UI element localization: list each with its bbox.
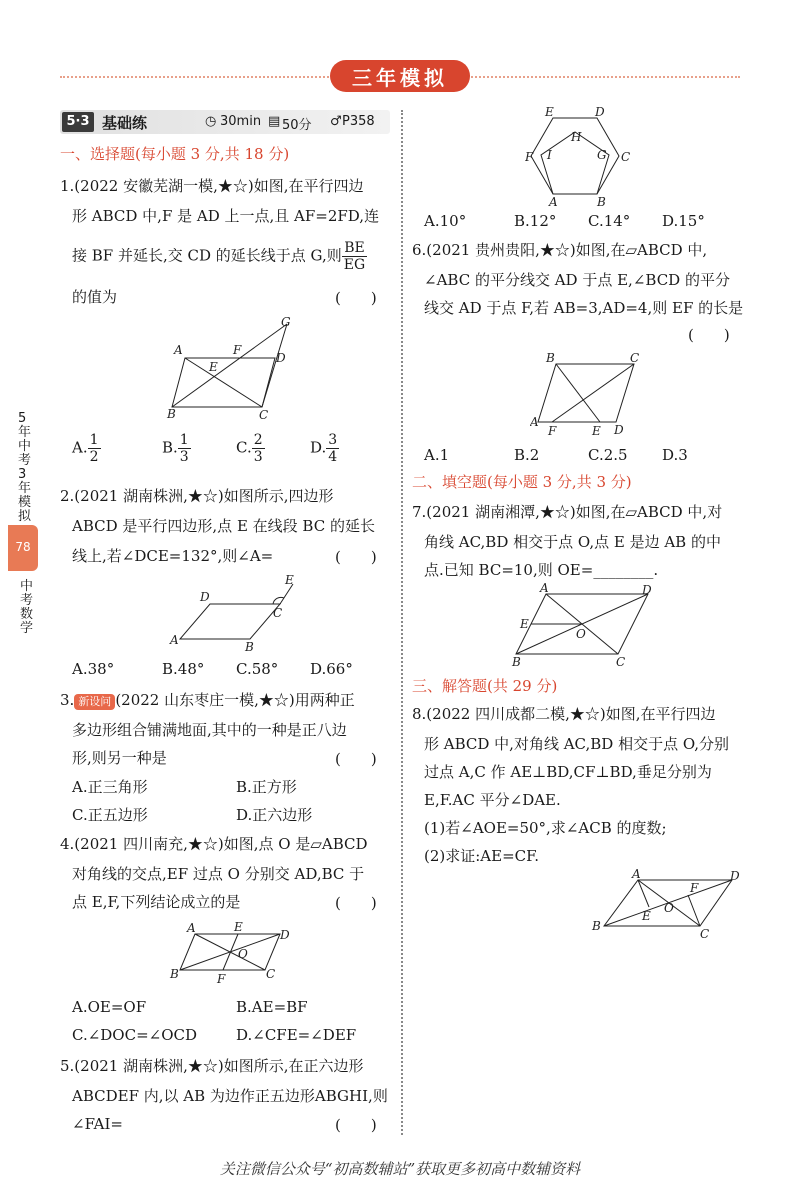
q3-option-d[interactable]: D.正六边形 bbox=[236, 806, 313, 824]
q3-number: 3. bbox=[60, 691, 75, 709]
q5-option-d[interactable]: D.15° bbox=[662, 212, 705, 230]
q6-line3: 线交 AD 于点 F,若 AB=3,AD=4,则 EF 的长是 bbox=[424, 299, 744, 317]
q2-label-B: B bbox=[245, 640, 254, 652]
q1-opt-d-den: 4 bbox=[328, 449, 338, 465]
q2-option-a[interactable]: A.38° bbox=[72, 660, 115, 678]
q5-option-b[interactable]: B.12° bbox=[514, 212, 557, 230]
q3-option-c[interactable]: C.正五边形 bbox=[72, 806, 148, 824]
q1-opt-b-label: B. bbox=[162, 438, 178, 457]
page-number: 78 bbox=[15, 540, 31, 554]
q4-option-c[interactable]: C.∠DOC=∠OCD bbox=[72, 1026, 198, 1044]
q5-label-D: D bbox=[595, 105, 605, 119]
q8-label-O: O bbox=[664, 901, 674, 915]
q4-label-D: D bbox=[280, 928, 290, 942]
q1-opt-a-den: 2 bbox=[89, 449, 99, 465]
q6-answer-paren: ( ) bbox=[688, 326, 730, 344]
q5-label-I: I bbox=[547, 148, 552, 162]
section-name: 基础练 bbox=[102, 114, 148, 132]
part3-heading: 三、解答题(共 29 分) bbox=[412, 677, 558, 695]
q5-label-H: H bbox=[571, 130, 582, 144]
q4-line3: 点 E,F,下列结论成立的是 bbox=[72, 893, 241, 911]
q1-opt-c-num: 2 bbox=[253, 432, 263, 448]
column-divider bbox=[401, 110, 403, 1135]
q6-label-D: D bbox=[614, 423, 624, 437]
q8-label-E: E bbox=[642, 909, 651, 923]
q2-label-D: D bbox=[200, 590, 210, 604]
q5-figure bbox=[525, 104, 635, 208]
q1-opt-d-label: D. bbox=[310, 438, 327, 457]
q1-opt-c-den: 3 bbox=[253, 449, 263, 465]
q6-label-A: A bbox=[530, 415, 539, 429]
q6-label-B: B bbox=[546, 351, 555, 365]
q1-option-a[interactable] bbox=[72, 432, 101, 465]
q4-answer-paren: ( ) bbox=[335, 894, 377, 912]
footer-note: 关注微信公众号“初高数辅站”获取更多初高中数辅资料 bbox=[219, 1160, 581, 1178]
q6-label-C: C bbox=[630, 351, 640, 365]
q2-line2: ABCD 是平行四边形,点 E 在线段 BC 的延长 bbox=[72, 517, 375, 535]
q1-opt-a-frac bbox=[88, 432, 101, 465]
section-time: 30min bbox=[220, 114, 262, 129]
q6-option-a[interactable]: A.1 bbox=[424, 446, 450, 464]
q5-label-B: B bbox=[597, 195, 606, 208]
q1-label-C: C bbox=[259, 408, 269, 422]
q4-label-C: C bbox=[266, 967, 276, 981]
q6-label-E: E bbox=[592, 424, 601, 438]
q8-label-D: D bbox=[730, 869, 740, 883]
q6-line1: 6.(2021 贵州贵阳,★☆)如图,在▱ABCD 中, bbox=[412, 241, 708, 259]
q1-label-G: G bbox=[281, 315, 291, 329]
q1-opt-b-den: 3 bbox=[179, 449, 189, 465]
q7-label-E: E bbox=[520, 617, 529, 631]
q8-label-C: C bbox=[700, 927, 710, 941]
q1-opt-c-frac bbox=[252, 432, 265, 465]
q2-label-A: A bbox=[170, 633, 179, 647]
q5-label-E: E bbox=[545, 105, 554, 119]
q3-line2: 多边形组合铺满地面,其中的一种是正八边 bbox=[72, 721, 347, 739]
q3-answer-paren: ( ) bbox=[335, 750, 377, 768]
q6-option-d[interactable]: D.3 bbox=[662, 446, 688, 464]
q7-line1: 7.(2021 湖南湘潭,★☆)如图,在▱ABCD 中,对 bbox=[412, 503, 723, 521]
q7-line3 bbox=[424, 556, 658, 584]
part2-heading: 二、填空题(每小题 3 分,共 3 分) bbox=[412, 473, 632, 491]
q7-label-C: C bbox=[616, 655, 626, 669]
clock-icon: ◷ bbox=[205, 114, 217, 129]
section-score: 50分 bbox=[282, 118, 312, 133]
q2-label-C: C bbox=[273, 606, 283, 620]
q1-line3 bbox=[72, 240, 367, 273]
q7-label-B: B bbox=[512, 655, 521, 669]
q5-label-A: A bbox=[549, 195, 558, 208]
q1-opt-a-label: A. bbox=[72, 438, 88, 457]
q1-option-b[interactable] bbox=[162, 432, 191, 465]
q8-label-B: B bbox=[592, 919, 601, 933]
q4-label-O: O bbox=[238, 947, 248, 961]
q7-label-D: D bbox=[642, 583, 652, 597]
q7-answer-blank[interactable]: ________. bbox=[593, 561, 659, 579]
q7-label-O: O bbox=[576, 627, 586, 641]
q1-option-d[interactable] bbox=[310, 432, 339, 465]
q5-option-c[interactable]: C.14° bbox=[588, 212, 631, 230]
q4-option-a[interactable]: A.OE=OF bbox=[72, 998, 147, 1016]
side-book-title: 5年中考3年模拟 bbox=[18, 411, 32, 524]
q5-line1: 5.(2021 湖南株洲,★☆)如图所示,在正六边形 bbox=[60, 1057, 364, 1075]
q5-answer-paren: ( ) bbox=[335, 1116, 377, 1134]
q4-option-d[interactable]: D.∠CFE=∠DEF bbox=[236, 1026, 357, 1044]
q2-answer-paren: ( ) bbox=[335, 548, 377, 566]
q1-label-B: B bbox=[167, 407, 176, 421]
q4-label-E: E bbox=[234, 920, 243, 934]
q5-line3: ∠FAI= bbox=[72, 1115, 123, 1133]
q1-frac-num: BE bbox=[342, 240, 367, 257]
q3-new-badge: 新设问 bbox=[74, 694, 115, 710]
q2-line3: 线上,若∠DCE=132°,则∠A= bbox=[72, 547, 274, 565]
q7-line3-text: 点.已知 BC=10,则 OE= bbox=[424, 561, 594, 579]
q1-figure bbox=[165, 312, 300, 422]
q5-label-G: G bbox=[597, 148, 607, 162]
q1-label-D: D bbox=[276, 351, 286, 365]
q1-frac-den: EG bbox=[343, 257, 366, 273]
q8-line1: 8.(2022 四川成都二模,★☆)如图,在平行四边 bbox=[412, 705, 716, 723]
q4-figure bbox=[168, 920, 298, 990]
score-icon: ▤ bbox=[268, 114, 281, 129]
q2-line1: 2.(2021 湖南株洲,★☆)如图所示,四边形 bbox=[60, 487, 334, 505]
answer-ref-icon: ♂ bbox=[330, 114, 342, 129]
q8-label-A: A bbox=[632, 867, 641, 881]
q3-line1-text: (2022 山东枣庄一模,★☆)用两种正 bbox=[115, 691, 355, 709]
q8-figure bbox=[590, 866, 745, 941]
side-subject: 中考数学 bbox=[20, 579, 34, 636]
q5-option-a[interactable]: A.10° bbox=[424, 212, 467, 230]
q6-line2: ∠ABC 的平分线交 AD 于点 E,∠BCD 的平分 bbox=[424, 271, 730, 289]
q3-option-b[interactable]: B.正方形 bbox=[236, 778, 297, 796]
q5-label-C: C bbox=[621, 150, 631, 164]
q1-line3-text: 接 BF 并延长,交 CD 的延长线于点 G,则 bbox=[72, 246, 342, 265]
q6-option-b[interactable]: B.2 bbox=[514, 446, 540, 464]
q2-option-c[interactable]: C.58° bbox=[236, 660, 279, 678]
q4-line2: 对角线的交点,EF 过点 O 分别交 AD,BC 于 bbox=[72, 865, 365, 883]
q1-opt-b-num: 1 bbox=[179, 432, 189, 448]
q1-option-c[interactable] bbox=[236, 432, 265, 465]
q2-option-d[interactable]: D.66° bbox=[310, 660, 353, 678]
section-code: 5·3 bbox=[62, 112, 94, 132]
q2-label-E: E bbox=[285, 573, 294, 587]
answer-ref: P358 bbox=[342, 114, 375, 129]
q3-line3: 形,则另一种是 bbox=[72, 749, 167, 767]
q8-line4: E,F.AC 平分∠DAE. bbox=[424, 791, 561, 809]
q5-line2: ABCDEF 内,以 AB 为边作正五边形ABGHI,则 bbox=[72, 1087, 388, 1105]
q3-line1 bbox=[60, 686, 355, 714]
q8-label-F: F bbox=[690, 881, 699, 895]
header-title: 三年模拟 bbox=[352, 66, 448, 90]
q4-label-F: F bbox=[217, 972, 226, 986]
q1-label-E: E bbox=[209, 360, 218, 374]
q1-answer-paren: ( ) bbox=[335, 289, 377, 307]
q1-line1: 1.(2022 安徽芜湖一模,★☆)如图,在平行四边 bbox=[60, 177, 364, 195]
q1-label-A: A bbox=[174, 343, 183, 357]
q8-line3: 过点 A,C 作 AE⊥BD,CF⊥BD,垂足分别为 bbox=[424, 763, 712, 781]
q1-opt-b-frac bbox=[178, 432, 191, 465]
q8-line2: 形 ABCD 中,对角线 AC,BD 相交于点 O,分别 bbox=[424, 735, 730, 753]
q5-label-F: F bbox=[525, 150, 534, 164]
q6-option-c[interactable]: C.2.5 bbox=[588, 446, 628, 464]
q4-option-b[interactable]: B.AE=BF bbox=[236, 998, 308, 1016]
part1-heading: 一、选择题(每小题 3 分,共 18 分) bbox=[60, 145, 290, 163]
q8-sub1: (1)若∠AOE=50°,求∠ACB 的度数; bbox=[424, 819, 667, 837]
q6-label-F: F bbox=[548, 424, 557, 438]
q8-sub2: (2)求证:AE=CF. bbox=[424, 847, 539, 865]
q1-opt-a-num: 1 bbox=[89, 432, 99, 448]
q1-line4: 的值为 bbox=[72, 288, 118, 306]
q7-figure bbox=[508, 582, 658, 672]
q1-opt-c-label: C. bbox=[236, 438, 252, 457]
q1-line2: 形 ABCD 中,F 是 AD 上一点,且 AF=2FD,连 bbox=[72, 207, 380, 225]
q4-line1: 4.(2021 四川南充,★☆)如图,点 O 是▱ABCD bbox=[60, 835, 368, 853]
q3-option-a[interactable]: A.正三角形 bbox=[72, 778, 148, 796]
q4-label-B: B bbox=[170, 967, 179, 981]
q1-fraction bbox=[342, 240, 367, 273]
q1-label-F: F bbox=[233, 343, 242, 357]
q4-label-A: A bbox=[187, 921, 196, 935]
q2-option-b[interactable]: B.48° bbox=[162, 660, 205, 678]
q2-figure bbox=[165, 572, 300, 652]
q7-line2: 角线 AC,BD 相交于点 O,点 E 是边 AB 的中 bbox=[424, 533, 721, 551]
q1-opt-d-num: 3 bbox=[328, 432, 338, 448]
q6-figure bbox=[530, 346, 650, 441]
q7-label-A: A bbox=[540, 582, 549, 595]
q1-opt-d-frac bbox=[326, 432, 339, 465]
